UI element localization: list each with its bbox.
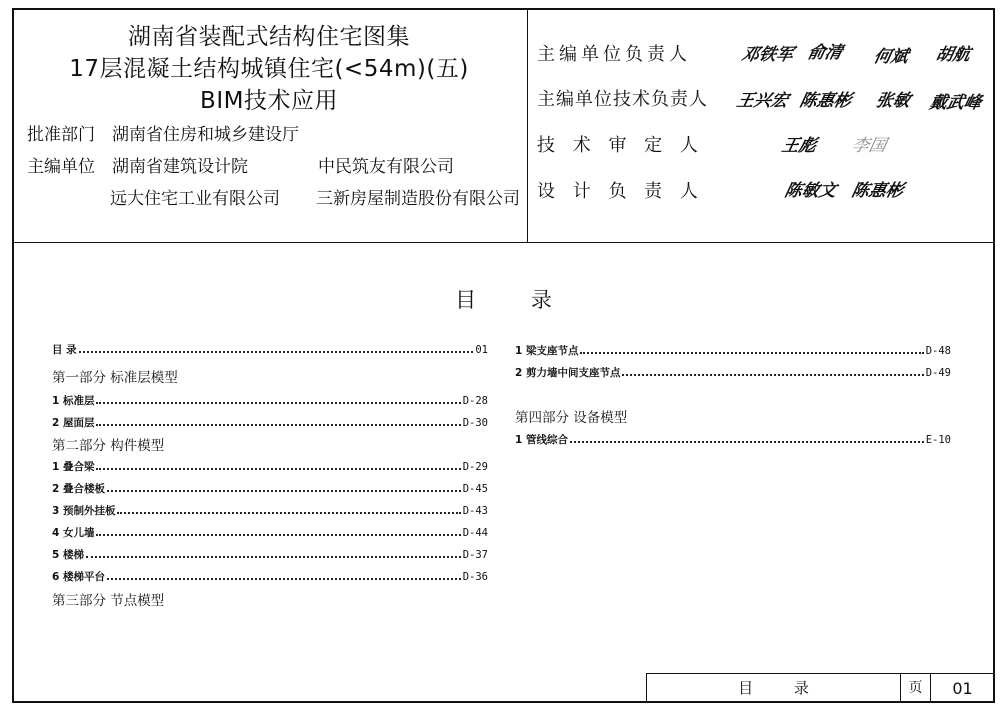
toc-entry-label: 1 标准层 — [52, 395, 95, 407]
toc-title: 目 录 — [455, 288, 576, 312]
signature: 陈敏文 — [782, 181, 839, 201]
toc-entry[interactable] — [515, 344, 951, 358]
toc-entry[interactable] — [515, 366, 951, 380]
toc-entry-label: 3 预制外挂板 — [52, 505, 116, 517]
toc-entry-label: 2 屋面层 — [52, 417, 95, 429]
responsibility-label: 技 术 审 定 人 — [537, 135, 704, 156]
toc-entry-page: D-28 — [462, 395, 488, 407]
leader-dots — [96, 402, 460, 404]
signature: 俞清 — [805, 43, 845, 63]
toc-entry[interactable] — [52, 504, 488, 518]
toc-entry-label: 6 楼梯平台 — [52, 571, 105, 583]
toc-entry-label: 2 叠合楼板 — [52, 483, 105, 495]
toc-entry[interactable] — [515, 433, 951, 447]
signature: 邓铁军 — [739, 45, 796, 65]
signature: 李国 — [849, 136, 889, 156]
toc-entry[interactable] — [52, 526, 488, 540]
toc-entry-label: 2 剪力墙中间支座节点 — [515, 367, 621, 379]
footer-drawing-name: 目 录 — [647, 674, 901, 703]
toc-entry-label: 4 女儿墙 — [52, 527, 95, 539]
toc-entry-page: D-43 — [462, 505, 488, 517]
toc-entry-label: 5 楼梯 — [52, 549, 84, 561]
toc-entry-page: D-49 — [925, 367, 951, 379]
atlas-subtitle: 17层混凝土结构城镇住宅(<54m)(五) — [69, 56, 469, 82]
leader-dots — [96, 424, 460, 426]
editor-unit: 远大住宅工业有限公司 — [110, 189, 280, 209]
leader-dots — [580, 352, 923, 354]
toc-entry[interactable] — [52, 460, 488, 474]
responsibility-label: 设 计 负 责 人 — [537, 181, 704, 202]
leader-dots — [117, 512, 460, 514]
leader-dots — [96, 468, 460, 470]
header-divider — [527, 8, 528, 243]
toc-entry[interactable] — [52, 570, 488, 584]
toc-entry-label: 1 叠合梁 — [52, 461, 95, 473]
footer-title-block — [646, 673, 995, 703]
approval-label: 批准部门 — [27, 125, 95, 145]
toc-entry-page: D-30 — [462, 417, 488, 429]
atlas-title: 湖南省装配式结构住宅图集 — [128, 24, 410, 50]
responsibility-label: 主编单位技术负责人 — [537, 89, 708, 110]
toc-entry[interactable] — [52, 343, 488, 357]
toc-entry-page: D-37 — [462, 549, 488, 561]
leader-dots — [570, 441, 924, 443]
leader-dots — [96, 534, 460, 536]
responsibility-label: 主编单位负责人 — [537, 44, 691, 65]
toc-entry-page: E-10 — [925, 434, 951, 446]
toc-entry-page: D-36 — [462, 571, 488, 583]
editor-unit: 湖南省建筑设计院 — [112, 157, 248, 177]
signature: 王兴宏 — [734, 91, 791, 111]
leader-dots — [622, 374, 923, 376]
toc-entry-label: 1 梁支座节点 — [515, 345, 579, 357]
toc-section-title: 第二部分 构件模型 — [52, 438, 165, 454]
signature: 张敏 — [873, 91, 913, 111]
leader-dots — [79, 351, 474, 353]
signature: 何斌 — [871, 47, 911, 67]
leader-dots — [107, 490, 461, 492]
editor-unit: 中民筑友有限公司 — [318, 157, 454, 177]
toc-entry-page: D-29 — [462, 461, 488, 473]
toc-section-title: 第一部分 标准层模型 — [52, 370, 178, 386]
toc-entry[interactable] — [52, 416, 488, 430]
toc-entry-label: 1 管线综合 — [515, 434, 568, 446]
leader-dots — [86, 556, 461, 558]
toc-entry-page: D-48 — [925, 345, 951, 357]
signature: 胡航 — [933, 45, 973, 65]
toc-section-title: 第四部分 设备模型 — [515, 410, 628, 426]
toc-entry[interactable] — [52, 548, 488, 562]
approval-value: 湖南省住房和城乡建设厅 — [112, 125, 299, 145]
signature: 陈惠彬 — [849, 181, 906, 201]
atlas-volume-title: BIM技术应用 — [200, 88, 338, 114]
leader-dots — [107, 578, 461, 580]
editor-unit: 三新房屋制造股份有限公司 — [316, 189, 520, 209]
signature: 陈惠彬 — [797, 91, 854, 111]
signature: 王彪 — [779, 136, 819, 156]
footer-page-label: 页 — [901, 674, 931, 703]
header-bottom-rule — [12, 242, 995, 243]
toc-entry-page: D-44 — [462, 527, 488, 539]
toc-section-title: 第三部分 节点模型 — [52, 593, 165, 609]
toc-entry-page: 01 — [475, 344, 488, 356]
toc-entry[interactable] — [52, 394, 488, 408]
footer-page-number: 01 — [952, 679, 973, 698]
toc-entry[interactable] — [52, 482, 488, 496]
toc-entry-label: 目 录 — [52, 344, 77, 356]
signature: 戴武峰 — [927, 93, 984, 113]
editor-label: 主编单位 — [27, 157, 95, 177]
toc-entry-page: D-45 — [462, 483, 488, 495]
